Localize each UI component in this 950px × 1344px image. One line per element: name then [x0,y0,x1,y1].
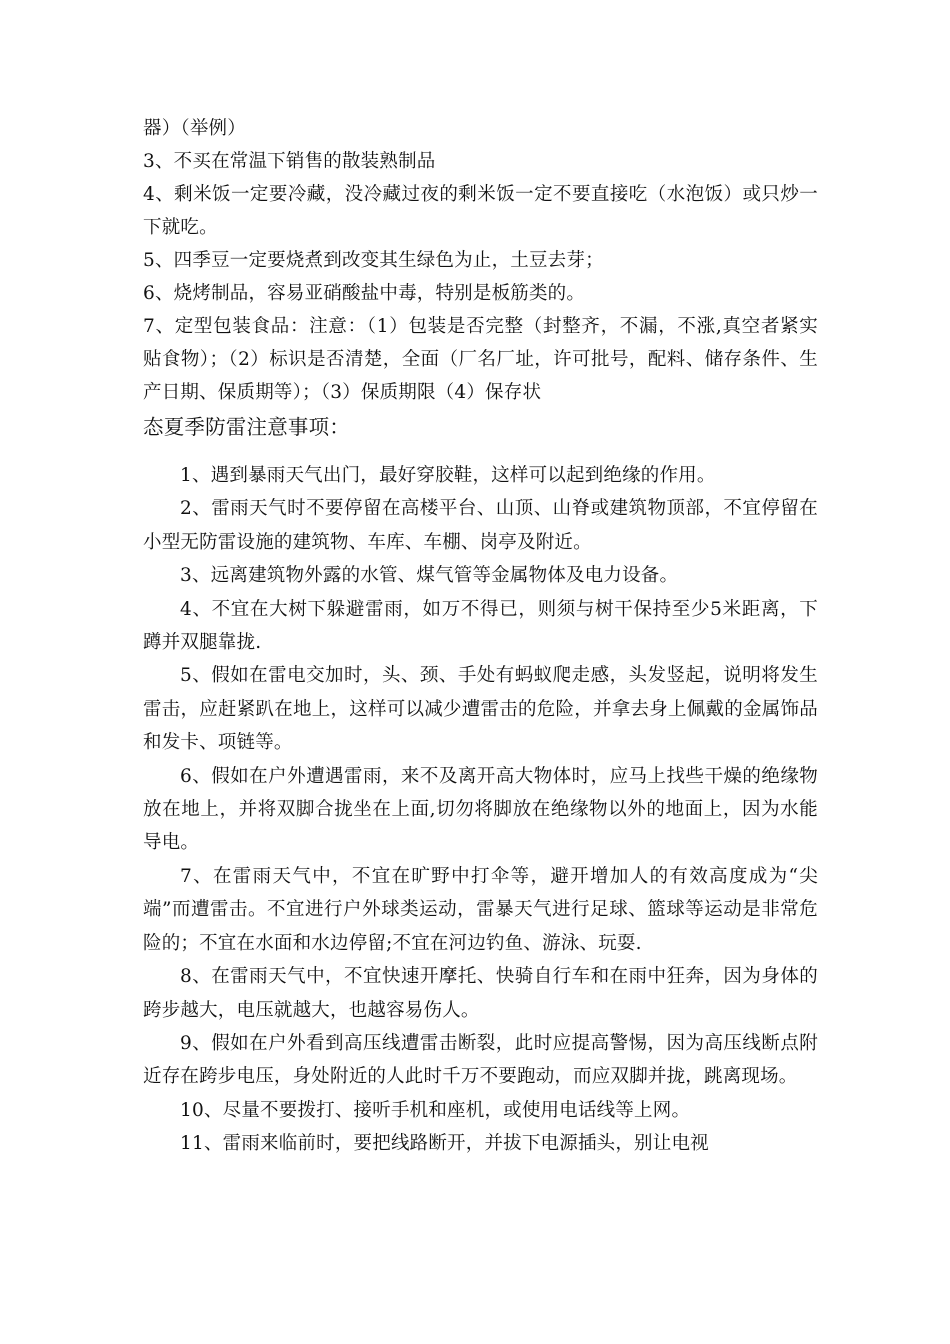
tip-paragraph: 7、在雷雨天气中，不宜在旷野中打伞等，避开增加人的有效高度成为“尖端”而遭雷击。不宜进行户外球类运动，雷暴天气进行足球、篮球等运动是非常危险的；不宜在水面和水边停留;不宜在河边钓鱼、游泳、玩耍. [143,865,818,954]
document-body [143,112,818,1161]
tip-paragraph: 5、假如在雷电交加时，头、颈、手处有蚂蚁爬走感，头发竖起，说明将发生雷击，应赶紧趴在地上，这样可以减少遭雷击的危险，并拿去身上佩戴的金属饰品和发卡、项链等。 [143,665,818,754]
section-heading [143,409,818,445]
tip-paragraph: 11、雷雨来临前时，要把线路断开，并拔下电源插头，别让电视 [180,1133,709,1155]
section-title: 夏季防雷注意事项： [163,415,351,439]
tip-paragraph: 3、远离建筑物外露的水管、煤气管等金属物体及电力设备。 [180,565,679,587]
tip-paragraph: 8、在雷雨天气中，不宜快速开摩托、快骑自行车和在雨中狂奔，因为身体的跨步越大，电压就越大，也越容易伤人。 [143,966,818,1021]
list-item: 6、烧烤制品，容易亚硝酸盐中毒，特别是板筋类的。 [143,283,586,304]
list-item: 3、不买在常温下销售的散装熟制品 [143,151,436,172]
tip-paragraph: 6、假如在户外遭遇雷雨，来不及离开高大物体时，应马上找些干燥的绝缘物放在地上，并将双脚合拢坐在上面,切勿将脚放在绝缘物以外的地面上，因为水能导电。 [143,765,818,854]
list-item: 器）（举例） [143,118,246,139]
list-item: 5、四季豆一定要烧煮到改变其生绿色为止，土豆去芽； [143,250,604,271]
list-item: 7、定型包装食品：注意：（1）包装是否完整（封整齐，不漏，不涨,真空者紧实贴食物）；（2）标识是否清楚，全面（厂名厂址，许可批号，配料、储存条件、生产日期、保质期等）；（3）保质期限（4）保存状 [143,316,818,403]
tip-paragraph: 1、遇到暴雨天气出门，最好穿胶鞋，这样可以起到绝缘的作用。 [180,465,716,486]
tip-paragraph: 9、假如在户外看到高压线遭雷击断裂，此时应提高警惕，因为高压线断点附近存在跨步电压，身处附近的人此时千万不要跑动，而应双脚并拢，跳离现场。 [143,1032,818,1088]
tip-paragraph: 4、不宜在大树下躲避雷雨，如万不得已，则须与树干保持至少5米距离，下蹲并双腿靠拢. [143,598,818,654]
continued-text: 态 [143,415,164,439]
lightning-tips-list [143,459,818,1161]
tip-paragraph: 2、雷雨天气时不要停留在高楼平台、山顶、山脊或建筑物顶部，不宜停留在小型无防雷设施的建筑物、车库、车棚、岗亭及附近。 [143,498,818,553]
list-item: 4、剩米饭一定要冷藏，没冷藏过夜的剩米饭一定不要直接吃（水泡饭）或只炒一下就吃。 [143,184,818,238]
tip-paragraph: 10、尽量不要拨打、接听手机和座机，或使用电话线等上网。 [180,1099,691,1121]
